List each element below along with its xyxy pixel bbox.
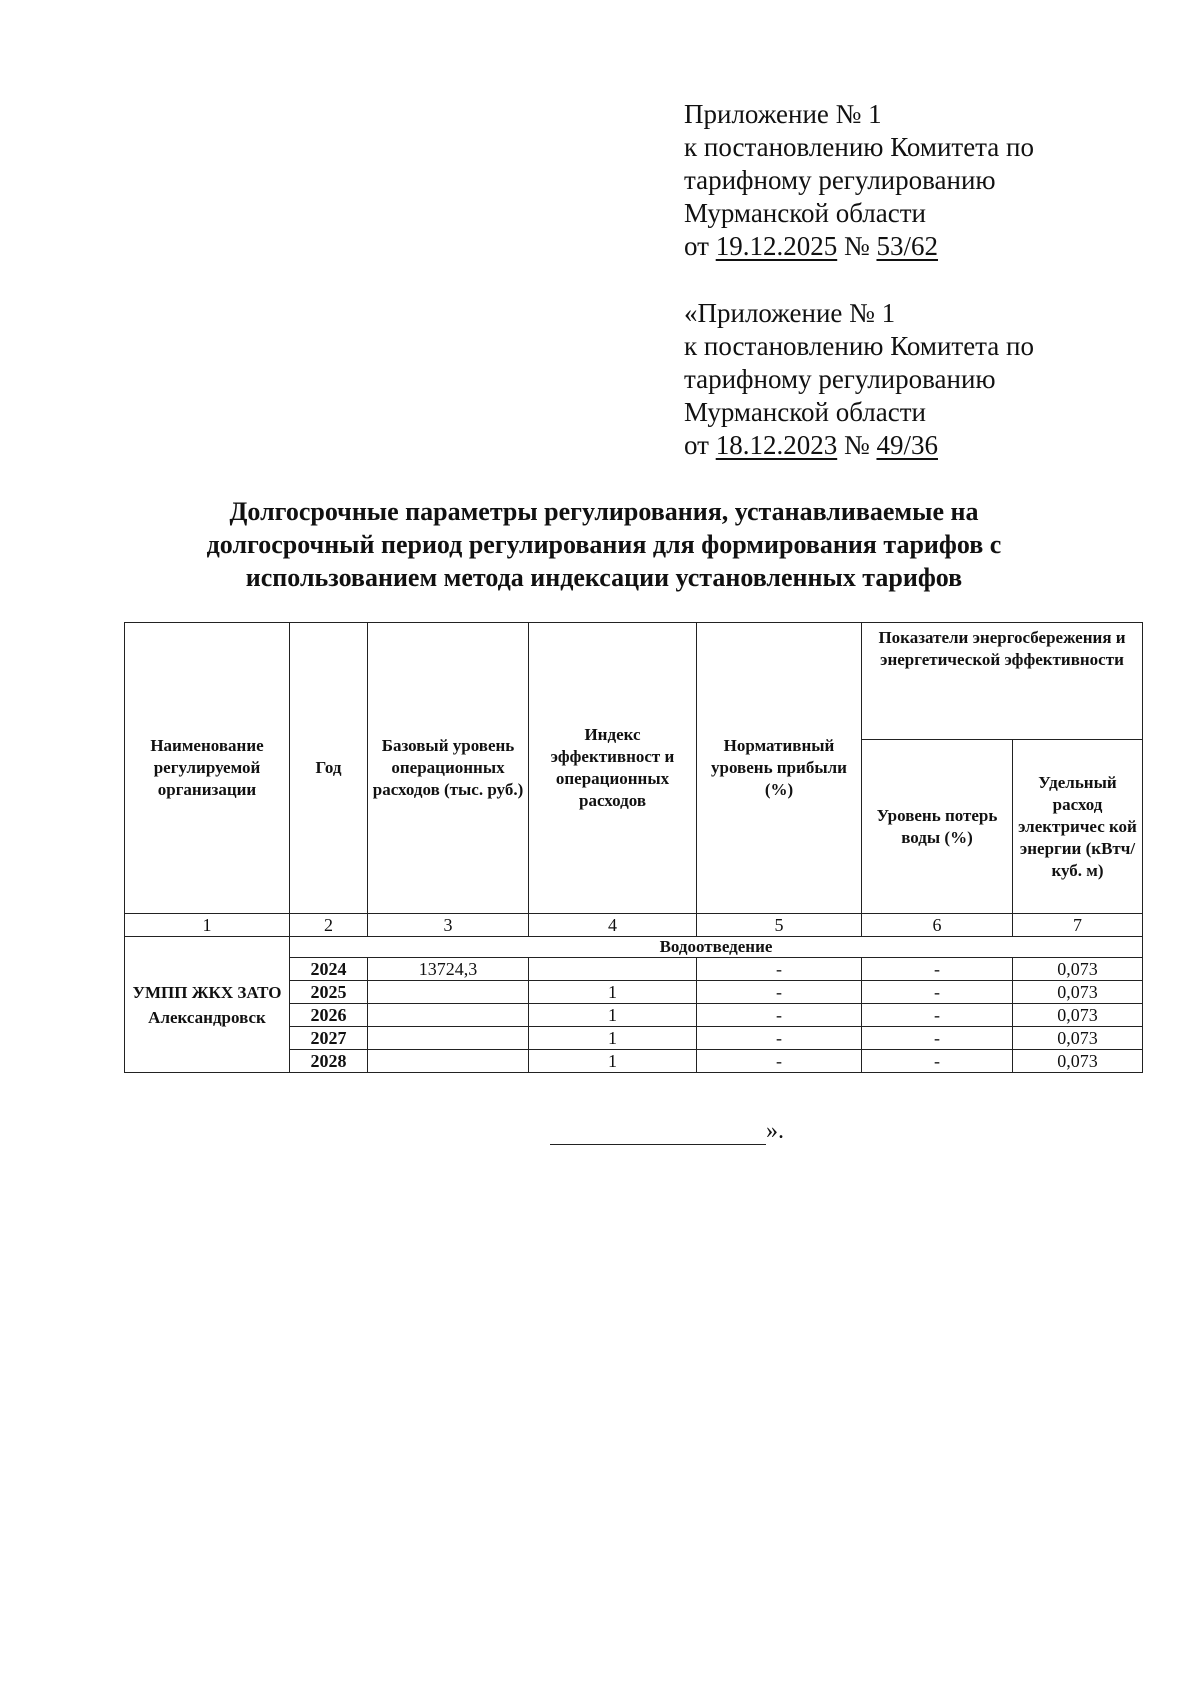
decree-date: 19.12.2025 — [715, 231, 838, 261]
closing-underline — [550, 1124, 766, 1145]
column-number: 1 — [125, 914, 290, 937]
row-water-loss: - — [862, 958, 1013, 981]
row-water-loss: - — [862, 981, 1013, 1004]
column-numbers-row — [125, 914, 1143, 937]
row-base-opex — [368, 1027, 529, 1050]
row-index: 1 — [529, 1004, 697, 1027]
title-line: Долгосрочные параметры регулирования, устанавливаемые на — [229, 497, 979, 526]
row-electricity: 0,073 — [1013, 1004, 1143, 1027]
row-year: 2025 — [290, 981, 368, 1004]
row-year: 2024 — [290, 958, 368, 981]
column-number: 7 — [1013, 914, 1143, 937]
row-base-opex: 13724,3 — [368, 958, 529, 981]
row-base-opex — [368, 1004, 529, 1027]
date-prefix: от — [684, 430, 709, 460]
appendix-line: тарифному регулированию — [684, 364, 996, 394]
column-number: 2 — [290, 914, 368, 937]
appendix-line: тарифному регулированию — [684, 165, 996, 195]
header-profit: Нормативный уровень прибыли (%) — [697, 623, 862, 914]
closing-mark — [550, 1118, 784, 1145]
decree-number: 49/36 — [876, 430, 938, 460]
decree-number: 53/62 — [876, 231, 938, 261]
row-index: 1 — [529, 1050, 697, 1073]
column-number: 6 — [862, 914, 1013, 937]
row-water-loss: - — [862, 1027, 1013, 1050]
appendix-header-current — [684, 98, 1034, 263]
header-year: Год — [290, 623, 368, 914]
row-year: 2027 — [290, 1027, 368, 1050]
row-index — [529, 958, 697, 981]
decree-date: 18.12.2023 — [715, 430, 838, 460]
title-line: долгосрочный период регулирования для формирования тарифов с — [206, 530, 1002, 559]
appendix-line: Мурманской области — [684, 198, 926, 228]
parameters-table — [124, 622, 1143, 1073]
column-number: 5 — [697, 914, 862, 937]
row-index: 1 — [529, 1027, 697, 1050]
row-base-opex — [368, 981, 529, 1004]
section-title: Водоотведение — [290, 937, 1143, 958]
header-efficiency-index: Индекс эффективност и операционных расходов — [529, 623, 697, 914]
row-profit: - — [697, 1027, 862, 1050]
header-energy-group: Показатели энергосбережения и энергетической эффективности — [862, 623, 1143, 740]
header-org: Наименование регулируемой организации — [125, 623, 290, 914]
row-profit: - — [697, 1004, 862, 1027]
header-water-loss: Уровень потерь воды (%) — [862, 740, 1013, 914]
row-year: 2026 — [290, 1004, 368, 1027]
row-electricity: 0,073 — [1013, 1027, 1143, 1050]
number-sign: № — [843, 231, 870, 261]
row-base-opex — [368, 1050, 529, 1073]
row-year: 2028 — [290, 1050, 368, 1073]
column-number: 4 — [529, 914, 697, 937]
title-line: использованием метода индексации установленных тарифов — [245, 563, 963, 592]
appendix-line: к постановлению Комитета по — [684, 331, 1034, 361]
row-index: 1 — [529, 981, 697, 1004]
column-number: 3 — [368, 914, 529, 937]
row-profit: - — [697, 1050, 862, 1073]
row-profit: - — [697, 958, 862, 981]
appendix-date-line — [684, 429, 1034, 462]
appendix-header-previous — [684, 297, 1034, 462]
row-electricity: 0,073 — [1013, 981, 1143, 1004]
appendix-date-line — [684, 230, 1034, 263]
organization-name: УМПП ЖКХ ЗАТО Александровск — [125, 937, 290, 1073]
number-sign: № — [843, 430, 870, 460]
closing-quote: ». — [766, 1118, 784, 1144]
row-electricity: 0,073 — [1013, 958, 1143, 981]
document-title — [120, 495, 1088, 594]
appendix-line: к постановлению Комитета по — [684, 132, 1034, 162]
appendix-line: «Приложение № 1 — [684, 298, 896, 328]
row-water-loss: - — [862, 1050, 1013, 1073]
row-water-loss: - — [862, 1004, 1013, 1027]
appendix-line: Приложение № 1 — [684, 99, 882, 129]
header-electricity: Удельный расход электричес кой энергии (кВтч/куб. м) — [1013, 740, 1143, 914]
row-profit: - — [697, 981, 862, 1004]
header-base-opex: Базовый уровень операционных расходов (тыс. руб.) — [368, 623, 529, 914]
row-electricity: 0,073 — [1013, 1050, 1143, 1073]
date-prefix: от — [684, 231, 709, 261]
appendix-line: Мурманской области — [684, 397, 926, 427]
